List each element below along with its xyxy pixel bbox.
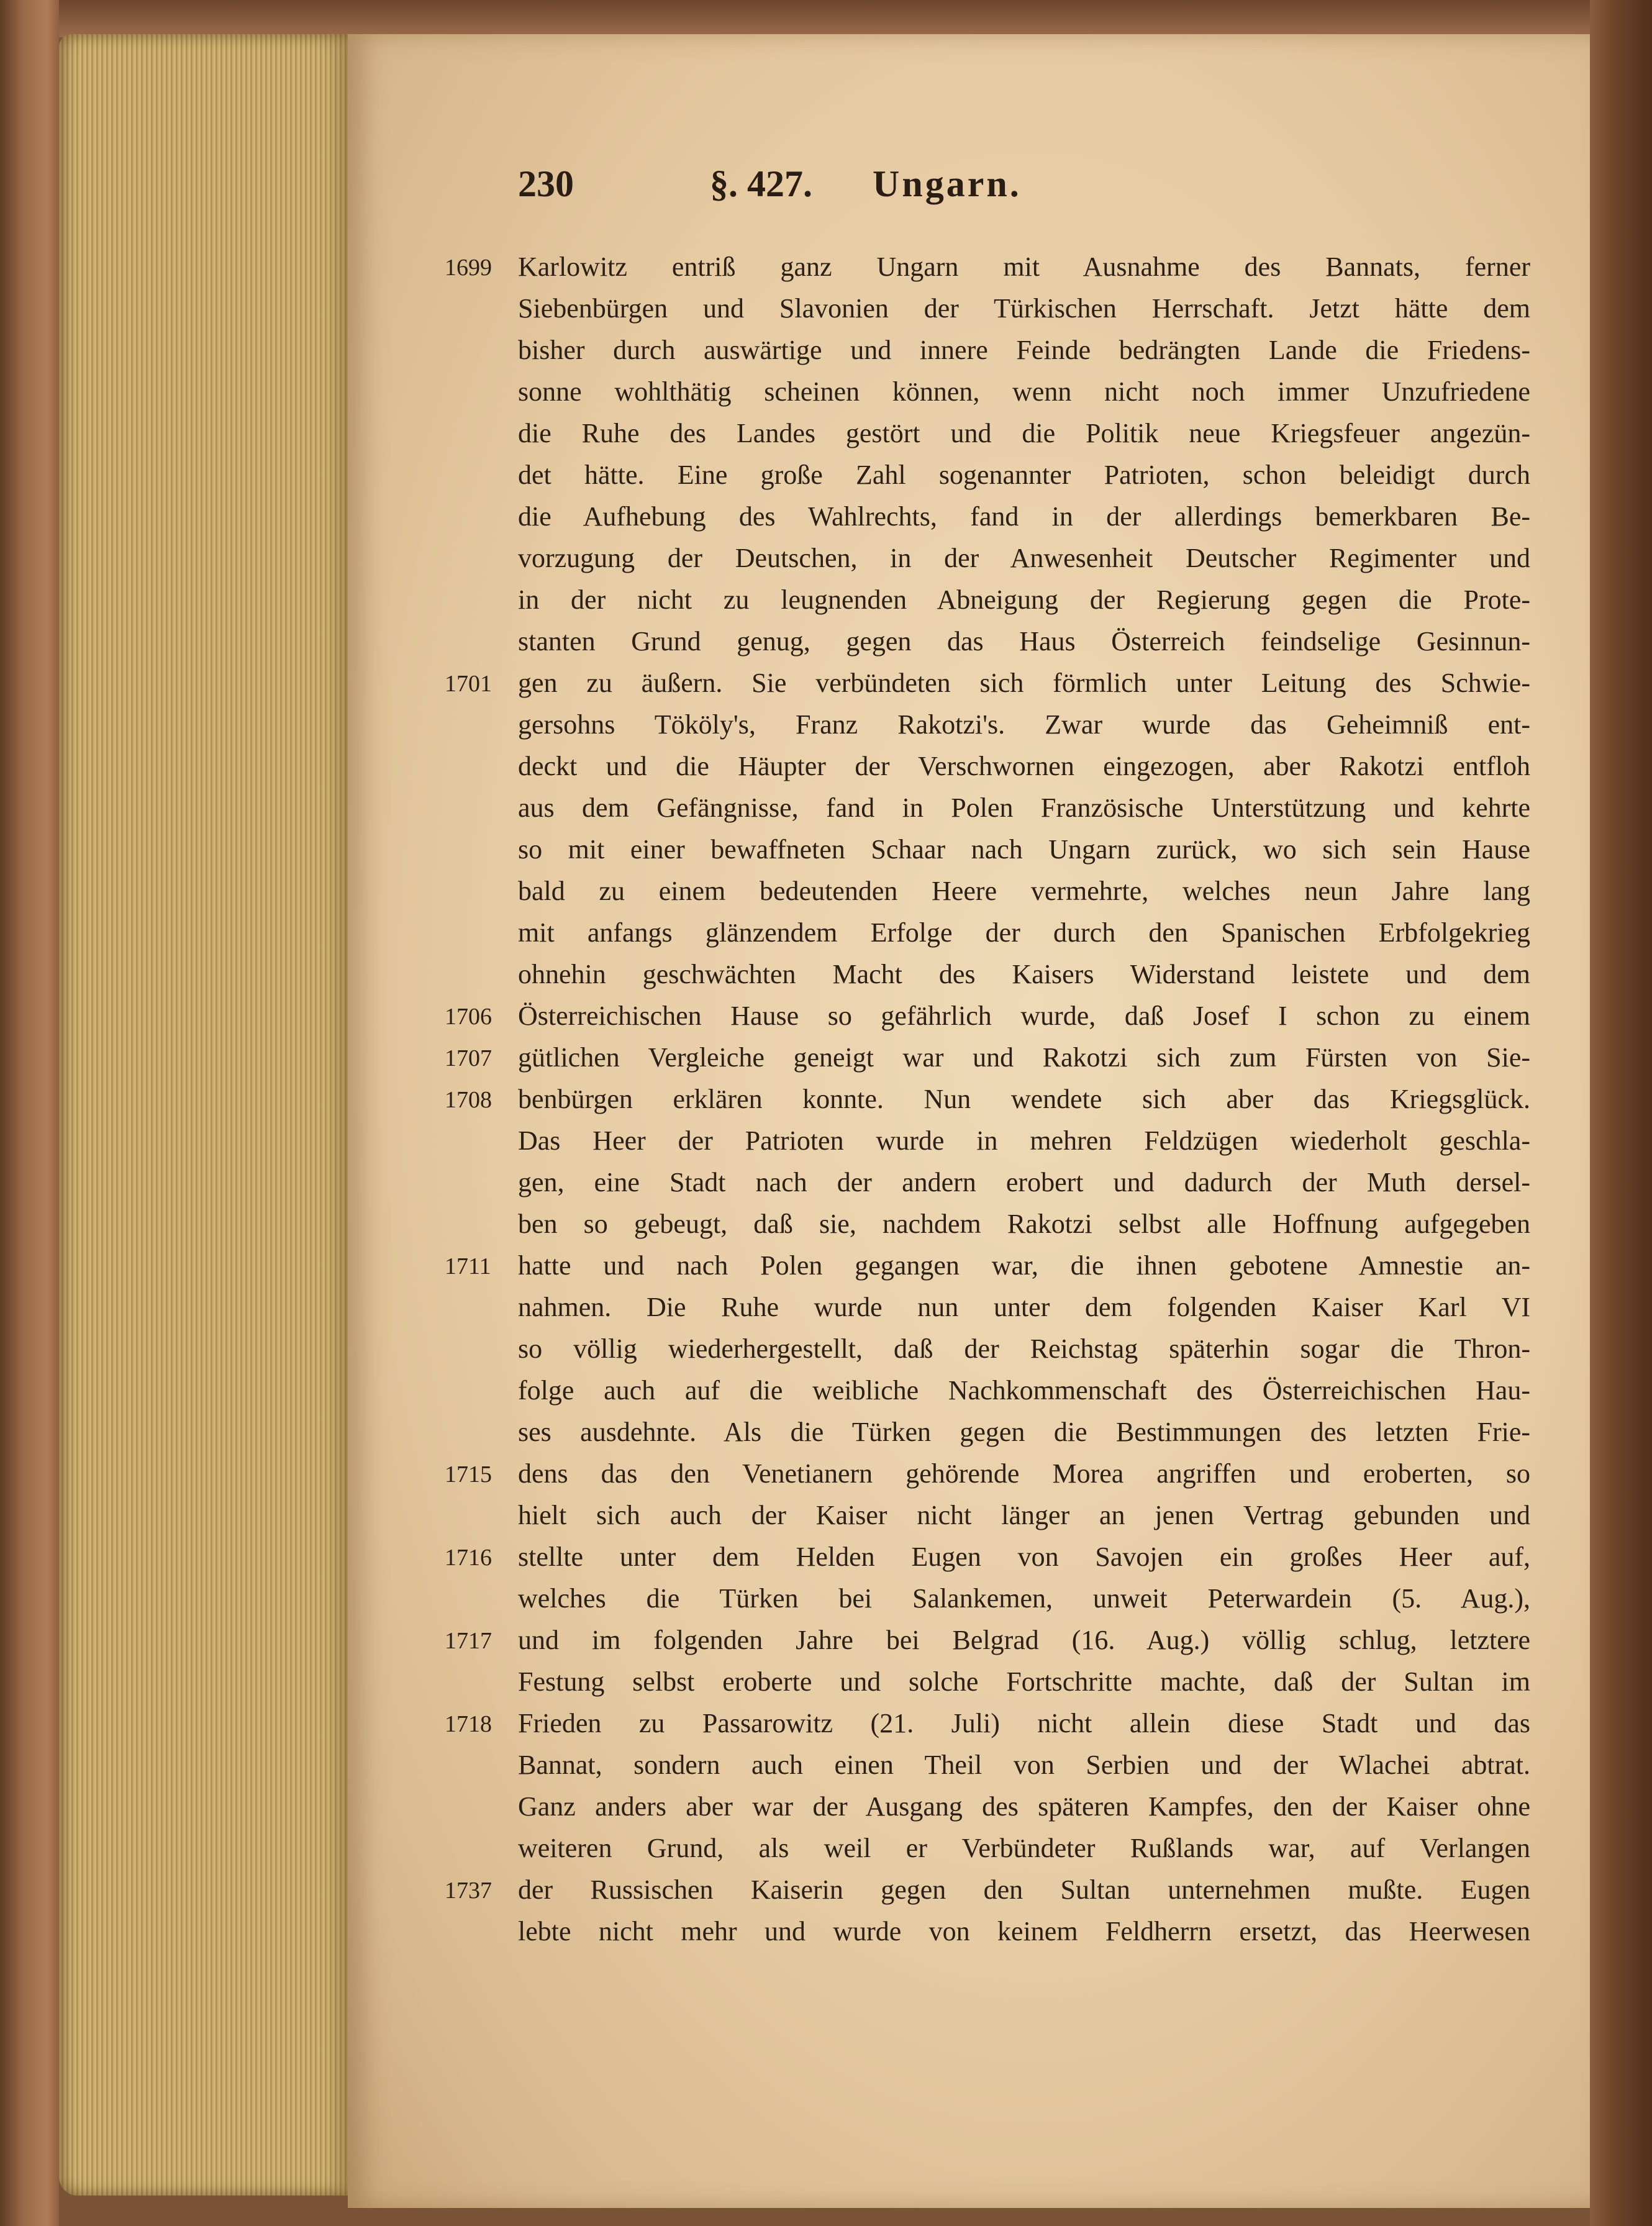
line-text: Siebenbürgen und Slavonien der Türkischen Herrschaft. Jetzt hätte dem — [518, 293, 1530, 324]
text-line — [518, 1744, 1530, 1786]
line-text: Bannat, sondern auch einen Theil von Serbien und der Wlachei abtrat. — [518, 1750, 1530, 1780]
text-line — [445, 1702, 1530, 1744]
line-text: benbürgen erklären konnte. Nun wendete sich aber das Kriegsglück. — [518, 1084, 1530, 1114]
margin-year: 1718 — [445, 1711, 492, 1737]
book-cover-left — [0, 0, 59, 2226]
line-text: Karlowitz entriß ganz Ungarn mit Ausnahme des Bannats, ferner — [518, 252, 1530, 282]
line-text: stanten Grund genug, gegen das Haus Österreich feindselige Gesinnun- — [518, 626, 1530, 656]
text-line — [518, 454, 1530, 496]
text-line — [518, 1910, 1530, 1952]
line-text: gen zu äußern. Sie verbündeten sich förmlich unter Leitung des Schwie- — [518, 668, 1530, 698]
text-line — [518, 412, 1530, 454]
margin-year: 1715 — [445, 1461, 492, 1488]
text-line — [518, 1411, 1530, 1453]
line-text: Ganz anders aber war der Ausgang des späteren Kampfes, den der Kaiser ohne — [518, 1791, 1530, 1822]
line-text: in der nicht zu leugnenden Abneigung der Regierung gegen die Prote- — [518, 584, 1530, 615]
line-text: die Aufhebung des Wahlrechts, fand in der allerdings bemerkbaren Be- — [518, 501, 1530, 532]
line-text: so völlig wiederhergestellt, daß der Reichstag späterhin sogar die Thron- — [518, 1333, 1530, 1364]
line-text: hielt sich auch der Kaiser nicht länger an jenen Vertrag gebunden und — [518, 1500, 1530, 1530]
line-text: gütlichen Vergleiche geneigt war und Rakotzi sich zum Fürsten von Sie- — [518, 1042, 1530, 1073]
text-line — [445, 246, 1530, 288]
text-line — [445, 1619, 1530, 1661]
section-number: §. 427. — [710, 163, 812, 204]
margin-year: 1708 — [445, 1087, 492, 1113]
line-text: welches die Türken bei Salankemen, unweit Peterwardein (5. Aug.), — [518, 1583, 1530, 1614]
text-line — [518, 912, 1530, 953]
text-line — [518, 1203, 1530, 1245]
text-line — [445, 1869, 1530, 1910]
line-text: dens das den Venetianern gehörende Morea angriffen und eroberten, so — [518, 1458, 1530, 1489]
line-text: vorzugung der Deutschen, in der Anwesenheit Deutscher Regimenter und — [518, 543, 1530, 573]
text-line — [518, 329, 1530, 371]
text-line — [518, 745, 1530, 787]
line-text: gersohns Tököly's, Franz Rakotzi's. Zwar wurde das Geheimniß ent- — [518, 709, 1530, 740]
line-text: Festung selbst eroberte und solche Fortschritte machte, daß der Sultan im — [518, 1666, 1530, 1697]
text-line — [445, 1078, 1530, 1120]
page-title: Ungarn. — [873, 163, 1022, 204]
line-text: sonne wohlthätig scheinen können, wenn nicht noch immer Unzufriedene — [518, 376, 1530, 407]
line-text: folge auch auf die weibliche Nachkommenschaft des Österreichischen Hau- — [518, 1375, 1530, 1406]
margin-year: 1701 — [445, 671, 492, 697]
line-text: Frieden zu Passarowitz (21. Juli) nicht allein diese Stadt und das — [518, 1708, 1530, 1738]
line-text: bald zu einem bedeutenden Heere vermehrte, welches neun Jahre lang — [518, 876, 1530, 906]
text-line — [518, 1578, 1530, 1619]
line-text: lebte nicht mehr und wurde von keinem Feldherrn ersetzt, das Heerwesen — [518, 1916, 1530, 1947]
text-line — [518, 620, 1530, 662]
line-text: det hätte. Eine große Zahl sogenannter Patrioten, schon beleidigt durch — [518, 460, 1530, 490]
line-text: deckt und die Häupter der Verschwornen eingezogen, aber Rakotzi entfloh — [518, 751, 1530, 781]
margin-year: 1707 — [445, 1045, 492, 1071]
text-line — [518, 1370, 1530, 1411]
line-text: nahmen. Die Ruhe wurde nun unter dem folgenden Kaiser Karl VI — [518, 1292, 1530, 1322]
margin-year: 1711 — [445, 1253, 491, 1279]
text-line — [518, 829, 1530, 870]
text-line — [518, 1786, 1530, 1827]
text-line — [518, 787, 1530, 829]
line-text: ses ausdehnte. Als die Türken gegen die Bestimmungen des letzten Frie- — [518, 1417, 1530, 1447]
margin-year: 1706 — [445, 1004, 492, 1030]
line-text: der Russischen Kaiserin gegen den Sultan unternehmen mußte. Eugen — [518, 1874, 1530, 1905]
text-line — [518, 496, 1530, 537]
text-line — [518, 288, 1530, 329]
line-text: hatte und nach Polen gegangen war, die ihnen gebotene Amnestie an- — [518, 1250, 1530, 1281]
text-line — [518, 870, 1530, 912]
line-text: stellte unter dem Helden Eugen von Savojen ein großes Heer auf, — [518, 1542, 1530, 1572]
margin-year: 1716 — [445, 1545, 492, 1571]
margin-year: 1737 — [445, 1878, 492, 1904]
page-number: 230 — [518, 163, 574, 204]
text-line — [518, 1494, 1530, 1536]
margin-year: 1699 — [445, 255, 492, 281]
text-line — [445, 995, 1530, 1037]
line-text: bisher durch auswärtige und innere Feinde bedrängten Lande die Friedens- — [518, 335, 1530, 365]
line-text: ohnehin geschwächten Macht des Kaisers Widerstand leistete und dem — [518, 959, 1530, 989]
text-line — [518, 1120, 1530, 1161]
line-text: ben so gebeugt, daß sie, nachdem Rakotzi selbst alle Hoffnung aufgegeben — [518, 1209, 1530, 1239]
text-line — [518, 1161, 1530, 1203]
line-text: die Ruhe des Landes gestört und die Politik neue Kriegsfeuer angezün- — [518, 418, 1530, 448]
text-line — [518, 371, 1530, 412]
line-text: aus dem Gefängnisse, fand in Polen Französische Unterstützung und kehrte — [518, 793, 1530, 823]
line-text: Das Heer der Patrioten wurde in mehren Feldzügen wiederholt geschla- — [518, 1125, 1530, 1156]
text-line — [445, 1453, 1530, 1494]
line-text: Österreichischen Hause so gefährlich wurde, daß Josef I schon zu einem — [518, 1001, 1530, 1031]
page-edges — [59, 34, 351, 2196]
running-header — [518, 163, 1530, 206]
line-text: mit anfangs glänzendem Erfolge der durch den Spanischen Erbfolgekrieg — [518, 917, 1530, 948]
text-line — [445, 1037, 1530, 1078]
text-line — [445, 1245, 1530, 1286]
text-line — [518, 1328, 1530, 1370]
line-text: so mit einer bewaffneten Schaar nach Ungarn zurück, wo sich sein Hause — [518, 834, 1530, 865]
line-text: gen, eine Stadt nach der andern erobert und dadurch der Muth dersel- — [518, 1167, 1530, 1197]
line-text: weiteren Grund, als weil er Verbündeter Rußlands war, auf Verlangen — [518, 1833, 1530, 1863]
book-cover-right — [1590, 0, 1652, 2226]
line-text: und im folgenden Jahre bei Belgrad (16. Aug.) völlig schlug, letztere — [518, 1625, 1530, 1655]
text-line — [518, 704, 1530, 745]
text-line — [518, 579, 1530, 620]
text-line — [518, 1286, 1530, 1328]
text-line — [518, 537, 1530, 579]
text-line — [518, 1661, 1530, 1702]
text-line — [445, 1536, 1530, 1578]
text-line — [518, 953, 1530, 995]
text-line — [445, 662, 1530, 704]
book-cover-top — [0, 0, 1652, 37]
body-text — [445, 246, 1530, 1952]
text-line — [518, 1827, 1530, 1869]
margin-year: 1717 — [445, 1628, 492, 1654]
